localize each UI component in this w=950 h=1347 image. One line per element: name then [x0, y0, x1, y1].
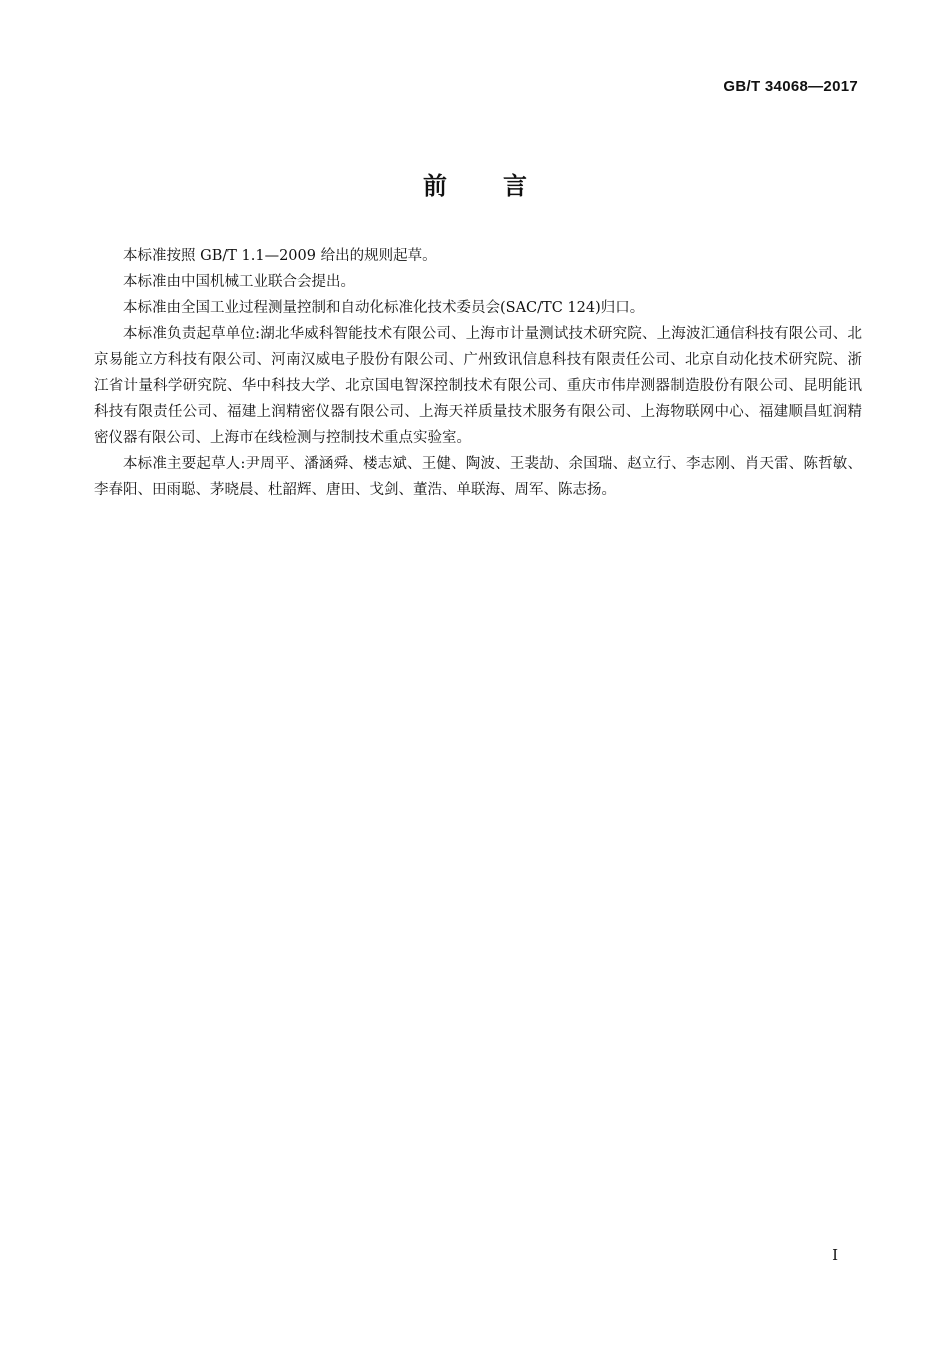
paragraph-drafting-rules: 本标准按照 GB/T 1.1—2009 给出的规则起草。	[123, 248, 437, 264]
page-number: I	[832, 1246, 838, 1264]
paragraph-drafting-units: 本标准负责起草单位:湖北华威科智能技术有限公司、上海市计量测试技术研究院、上海波汇通信科技有限公司、北京易能立方科技有限公司、河南汉威电子股份有限公司、广州致讯信息科技有限责任公司、北京自动化技术研究院、浙江省计量科学研究院、华中科技大学、北京国电智深控制技术有限公司、重庆市伟岸测器制造股份有限公司、昆明能讯科技有限责任公司、福建上润精密仪器有限公司、上海天祥质量技术服务有限公司、上海物联网中心、福建顺昌虹润精密仪器有限公司、上海市在线检测与控制技术重点实验室。	[94, 326, 862, 446]
standard-number: GB/T 34068—2017	[723, 78, 858, 95]
foreword-body	[94, 243, 862, 503]
paragraph-committee: 本标准由全国工业过程测量控制和自动化标准化技术委员会(SAC/TC 124)归口。	[123, 300, 645, 316]
paragraph-proposer: 本标准由中国机械工业联合会提出。	[123, 274, 355, 290]
page-title: 前言	[423, 172, 583, 200]
paragraph-drafters: 本标准主要起草人:尹周平、潘涵舜、楼志斌、王健、陶波、王裴劼、余国瑞、赵立行、李志刚、肖天雷、陈哲敏、李春阳、田雨聪、茅晓晨、杜韶辉、唐田、戈剑、董浩、单联海、周军、陈志扬。	[94, 456, 862, 498]
